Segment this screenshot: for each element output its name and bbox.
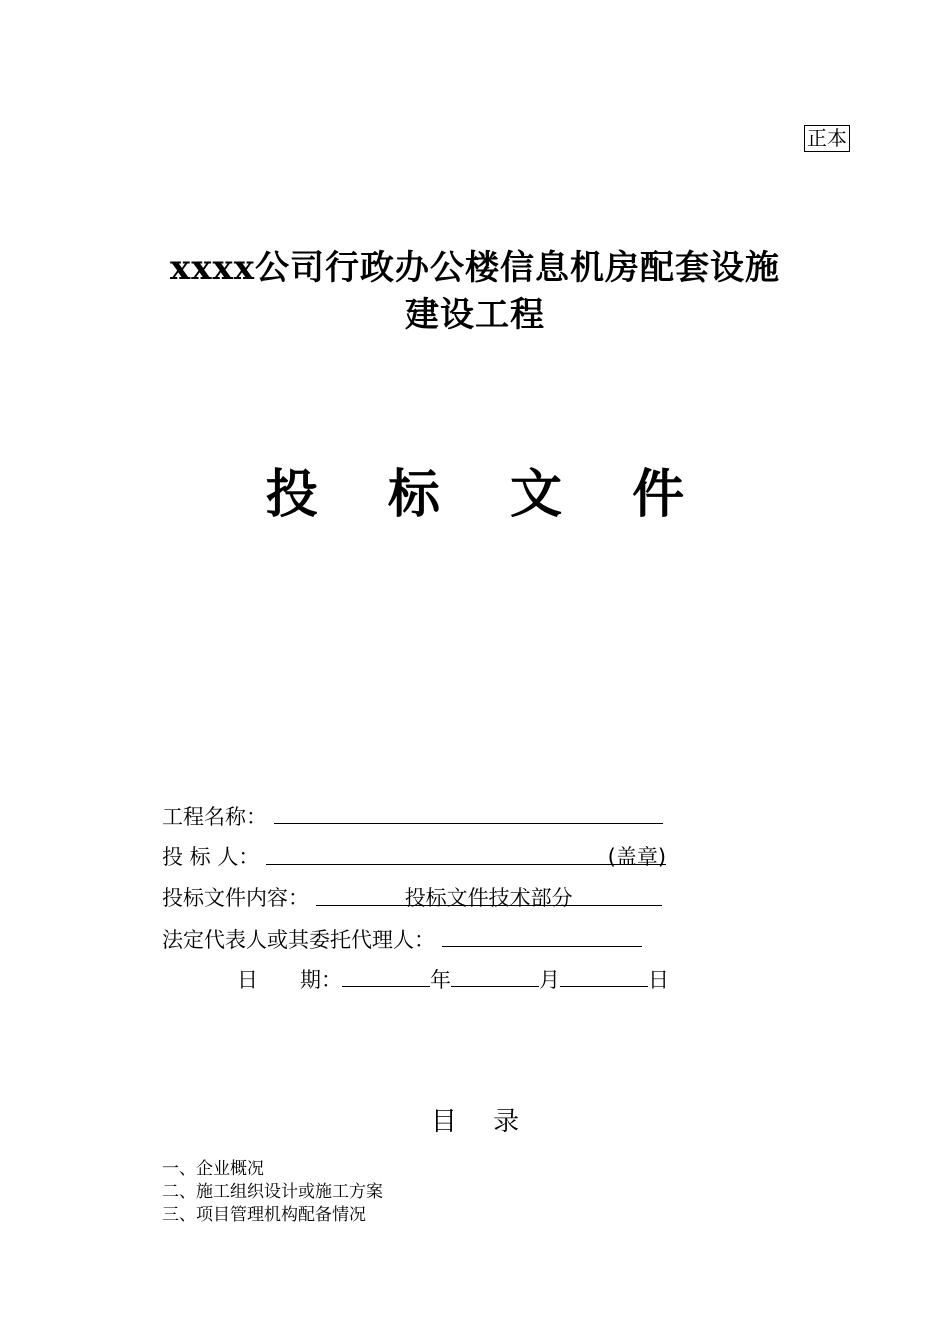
content-field (162, 883, 662, 913)
project-title-line2: 建设工程 (405, 295, 545, 335)
project-name-blank[interactable] (274, 801, 663, 824)
seal-note: (盖章) (607, 845, 667, 869)
year-blank[interactable] (342, 964, 430, 987)
month-label: 月 (539, 968, 560, 992)
toc-item: 一、企业概况 (162, 1159, 264, 1179)
document-heading (0, 460, 950, 530)
legal-rep-label: 法定代表人或其委托代理人： (162, 928, 435, 952)
toc-heading-char: 录 (493, 1107, 520, 1137)
legal-rep-field (162, 924, 642, 954)
project-title-line1: xxxx公司行政办公楼信息机房配套设施 (169, 248, 781, 288)
month-blank[interactable] (451, 964, 539, 987)
toc-heading-char: 目 (430, 1107, 457, 1137)
heading-char: 文 (510, 464, 563, 525)
project-name-field (162, 801, 663, 831)
date-field (237, 964, 669, 994)
original-copy-badge: 正本 (804, 125, 850, 152)
content-blank[interactable] (316, 883, 662, 910)
day-blank[interactable] (560, 964, 648, 987)
legal-rep-blank[interactable] (442, 924, 642, 947)
bidder-blank[interactable] (266, 842, 667, 869)
year-label: 年 (430, 968, 451, 992)
heading-char: 标 (387, 464, 440, 525)
bidder-field (162, 842, 666, 872)
toc-list (162, 1158, 383, 1227)
toc-item: 三、项目管理机构配备情况 (162, 1205, 366, 1225)
bidder-label: 投 标 人： (162, 845, 260, 869)
day-label: 日 (648, 968, 669, 992)
heading-char: 投 (265, 464, 318, 525)
content-value: 投标文件技术部分 (404, 886, 573, 910)
toc-item: 二、施工组织设计或施工方案 (162, 1182, 383, 1202)
content-label: 投标文件内容： (162, 886, 309, 910)
heading-char: 件 (632, 464, 685, 525)
toc-heading (0, 1104, 950, 1140)
date-label: 日 期： (237, 968, 342, 992)
project-name-label: 工程名称： (162, 805, 267, 829)
